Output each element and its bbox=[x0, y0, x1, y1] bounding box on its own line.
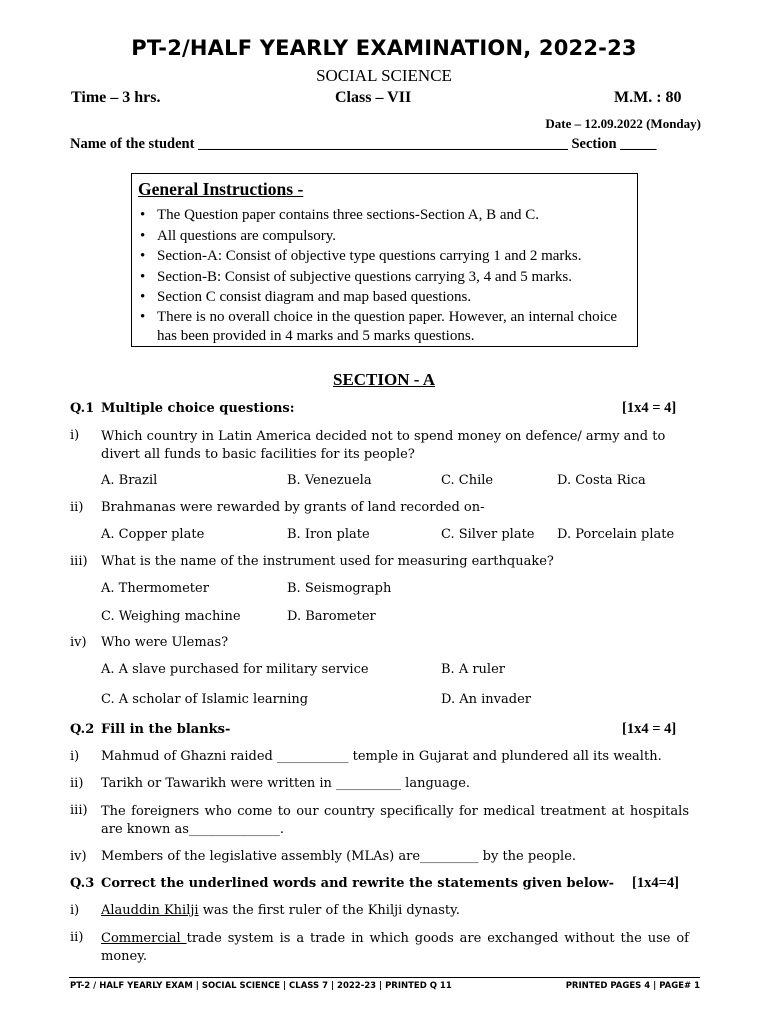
q1-iii-option-b: B. Seismograph bbox=[287, 581, 392, 596]
general-instructions-box bbox=[131, 173, 638, 347]
section-blank: _____ bbox=[620, 136, 657, 152]
q3-i-statement bbox=[101, 903, 460, 918]
q1-iv-option-c: C. A scholar of Islamic learning bbox=[101, 692, 309, 707]
q3-marks: [1x4=4] bbox=[632, 875, 679, 891]
footer-left: PT-2 / HALF YEARLY EXAM | SOCIAL SCIENCE | CLASS 7 | 2022-23 | PRINTED Q 11 bbox=[70, 981, 452, 991]
q3-i-number: i) bbox=[70, 903, 80, 918]
instruction-item: • The Question paper contains three sections-Section A, B and C. bbox=[136, 205, 635, 226]
q1-iii-option-c: C. Weighing machine bbox=[101, 609, 241, 624]
q2-i-text: Mahmud of Ghazni raided ___________ temple in Gujarat and plundered all its wealth. bbox=[101, 749, 662, 764]
q1-ii-number: ii) bbox=[70, 500, 84, 515]
q1-i-option-c: C. Chile bbox=[441, 473, 494, 488]
instruction-item: • There is no overall choice in the question paper. However, an internal choice has been provided in 4 marks and 5 marks questions. bbox=[136, 308, 635, 346]
q1-iv-option-a: A. A slave purchased for military service bbox=[101, 662, 369, 677]
exam-title: PT-2/HALF YEARLY EXAMINATION, 2022-23 bbox=[131, 36, 637, 60]
q1-iv-option-b: B. A ruler bbox=[441, 662, 505, 677]
q2-iii-number: iii) bbox=[70, 803, 88, 818]
exam-time: Time – 3 hrs. bbox=[71, 89, 161, 106]
q3-ii-statement bbox=[101, 930, 689, 966]
q1-ii-option-d: D. Porcelain plate bbox=[557, 527, 675, 542]
q1-ii-option-a: A. Copper plate bbox=[101, 527, 205, 542]
q1-iv-text: Who were Ulemas? bbox=[101, 635, 229, 650]
q1-iii-option-a: A. Thermometer bbox=[101, 581, 209, 596]
q2-number: Q.2 bbox=[70, 722, 95, 737]
q3-number: Q.3 bbox=[70, 876, 95, 891]
exam-class: Class – VII bbox=[335, 89, 412, 106]
q1-i-text: Which country in Latin America decided not to spend money on defence/ army and to divert all funds to basic facilities for its people? bbox=[101, 429, 666, 462]
section-a-heading bbox=[0, 370, 768, 390]
instructions-title: General Instructions - bbox=[138, 179, 304, 199]
q2-iv-number: iv) bbox=[70, 849, 87, 864]
student-name-row bbox=[70, 136, 656, 153]
section-label: Section bbox=[571, 136, 617, 152]
q1-iv-option-d: D. An invader bbox=[441, 692, 531, 707]
q2-iv-text: Members of the legislative assembly (MLAs) are_________ by the people. bbox=[101, 849, 577, 864]
instruction-item: • All questions are compulsory. bbox=[136, 226, 635, 247]
name-blank: ___________________________________________________ bbox=[198, 136, 568, 152]
q1-title: Multiple choice questions: bbox=[101, 401, 295, 416]
q2-title: Fill in the blanks- bbox=[101, 722, 231, 737]
q3-ii-number: ii) bbox=[70, 930, 84, 945]
exam-date: Date – 12.09.2022 (Monday) bbox=[545, 116, 701, 131]
q1-i-option-b: B. Venezuela bbox=[287, 473, 372, 488]
q3-i-underlined: Alauddin Khilji bbox=[101, 903, 199, 918]
q3-ii-underlined: Commercial bbox=[101, 931, 187, 946]
q1-i-option-a: A. Brazil bbox=[101, 473, 158, 488]
q1-ii-option-c: C. Silver plate bbox=[441, 527, 535, 542]
q1-iii-option-d: D. Barometer bbox=[287, 609, 376, 624]
q1-i-number: i) bbox=[70, 428, 80, 443]
q2-ii-number: ii) bbox=[70, 776, 84, 791]
q3-i-rest: was the first ruler of the Khilji dynasty. bbox=[198, 903, 460, 918]
q1-number: Q.1 bbox=[70, 401, 95, 416]
footer-divider bbox=[69, 977, 700, 978]
instructions-list bbox=[136, 205, 635, 346]
q2-i-number: i) bbox=[70, 749, 80, 764]
q1-iv-number: iv) bbox=[70, 635, 87, 650]
instruction-item: • Section-A: Consist of objective type questions carrying 1 and 2 marks. bbox=[136, 246, 635, 267]
footer-right: PRINTED PAGES 4 | PAGE# 1 bbox=[565, 981, 700, 991]
q2-ii-text: Tarikh or Tawarikh were written in __________ language. bbox=[101, 776, 471, 791]
q1-iii-text: What is the name of the instrument used for measuring earthquake? bbox=[101, 554, 554, 569]
q1-ii-text: Brahmanas were rewarded by grants of land recorded on- bbox=[101, 500, 485, 515]
q1-ii-option-b: B. Iron plate bbox=[287, 527, 370, 542]
q2-iii-text: The foreigners who come to our country specifically for medical treatment at hospitals are known as______________. bbox=[101, 804, 689, 837]
max-marks: M.M. : 80 bbox=[614, 89, 682, 106]
q3-ii-rest: trade system is a trade in which goods are exchanged without the use of money. bbox=[101, 931, 689, 964]
q3-title: Correct the underlined words and rewrite the statements given below- bbox=[101, 876, 615, 891]
q2-marks: [1x4 = 4] bbox=[622, 721, 677, 737]
q1-marks: [1x4 = 4] bbox=[622, 400, 677, 416]
subject-title: SOCIAL SCIENCE bbox=[316, 66, 452, 85]
q1-i-option-d: D. Costa Rica bbox=[557, 473, 646, 488]
q1-iii-number: iii) bbox=[70, 554, 88, 569]
section-a-title: SECTION - A bbox=[332, 370, 436, 389]
instruction-item: • Section C consist diagram and map based questions. bbox=[136, 287, 635, 308]
instruction-item: • Section-B: Consist of subjective questions carrying 3, 4 and 5 marks. bbox=[136, 267, 635, 288]
name-label: Name of the student bbox=[70, 136, 195, 152]
